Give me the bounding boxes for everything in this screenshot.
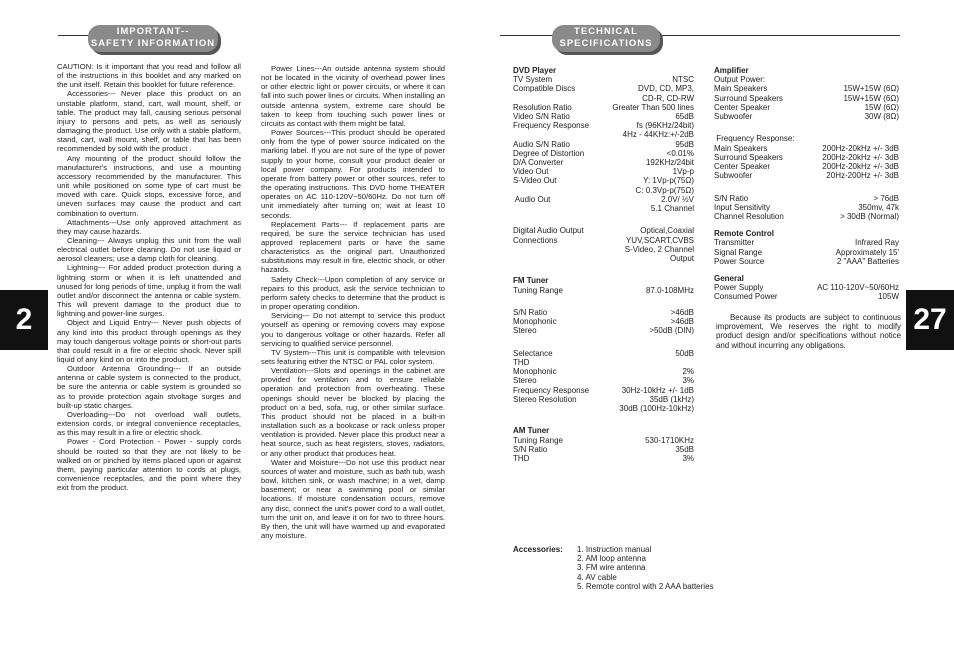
dvd-spec-row [513,112,694,121]
amp-sn-label: S/N Ratio [714,193,749,203]
amp-frequency-label: Subwoofer [714,171,753,181]
am-spec-row [513,445,694,454]
fm-sn-specs [513,308,694,336]
fm-other-value: 35dB (1kHz) [649,394,694,404]
safety-header-line2: SAFETY INFORMATION [90,38,216,49]
dvd-spec-label: Compatible Discs [513,84,576,94]
general-value: 105W [878,292,899,302]
fm-other-label: Frequency Response [513,385,590,395]
general-label: Power Supply [714,283,764,293]
amp-output-row [714,84,899,93]
safety-col2-paragraph: TV System---This unit is compatible with television sets featuring either the NTSC or PAL color system. [261,347,445,366]
fm-sn-row [513,317,694,326]
fm-other-row [513,376,694,385]
safety-header-badge [88,25,218,52]
page-number-tab-right [906,290,954,350]
accessory-item: 2. AM loop antenna [577,554,646,564]
dvd-spec-value: CD-R, CD-RW [642,93,694,103]
amp-frequency-row [714,153,899,162]
tech-spec-header-line2: SPECIFICATIONS [559,38,653,49]
dvd-spec-label: Frequency Response [513,121,590,131]
safety-col1-paragraph: Any mounting of the product should follow the manufacturer's instructions, and use a mounting accessory recommended by the manufacturer. This unit while positioned on some type of cart must be moved with care. Quick stops, excessive force, and uneven surfaces may cause the product and cart combination to overturn. [57,153,241,218]
dvd-connection-value: Output [669,254,694,264]
dvd-spec-value: 65dB [675,112,694,122]
remote-control-specs [714,238,899,266]
amplifier-output-specs [714,84,899,121]
safety-col1-paragraph: Accessories--- Never place this product on an unstable platform, stand, cart, wall mount, shelf, or table. The product may fall, causing serious personal injury to persons and pets, as well as seriously damaging the product. Use only with a stable platform, stand, cart, wall mount, shelf, or table that has been recommended by sold with the product . [57,89,241,154]
fm-other-label: Monophonic [513,367,557,377]
remote-control-row [714,257,899,266]
fm-sn-row [513,308,694,317]
improvement-notice-text: Because its products are subject to continuous improvement, We reserves the right to modify product design and/or specifications without notice and without incurring any obligations. [716,313,901,350]
amp-output-label: Main Speakers [714,84,768,94]
amp-output-value: 15W+15W (6Ω) [843,93,899,103]
amp-frequency-value: 200Hz-20kHz +/- 3dB [822,143,899,153]
dvd-spec-value: 192KHz/24bit [645,158,694,168]
remote-control-value: Approximately 15' [835,247,899,257]
fm-other-label: Stereo Resolution [513,394,577,404]
fm-tuning-value: 87.0-108MHz [645,285,694,295]
safety-col1-paragraph: CAUTION: Is it important that you read and follow all of the instructions in this booklet and any marked on the unit itself. Retain this booklet for future reference. [57,62,241,90]
dvd-connection-row [513,226,694,235]
fm-tuner-heading: FM Tuner [513,276,549,286]
amp-sn-row [714,212,899,221]
dvd-spec-value: 2.0V/ ½V [661,194,694,204]
dvd-spec-label: S-Video Out [513,176,557,186]
amp-sn-row [714,194,899,203]
am-spec-row [513,436,694,445]
fm-sn-label: S/N Ratio [513,308,548,318]
amp-frequency-row [714,144,899,153]
fm-sn-label: Stereo [513,326,537,336]
dvd-connection-row [513,245,694,254]
amp-output-value: 30W (8Ω) [864,112,899,122]
amp-output-row [714,112,899,121]
dvd-spec-row [513,140,694,149]
general-heading: General [714,274,744,284]
safety-col1-paragraph: Lightning--- For added product protection during a lightning storm or when it is left unattended and unused for long periods of time, unplug it from the wall outlet and/or disconnect the antenna or cable system. This will prevent damage to the product due to lightning and power-line surges. [57,263,241,319]
amplifier-frequency-label: Frequency Response: [714,134,795,144]
fm-other-label: Selectance [513,348,553,358]
amp-output-row [714,94,899,103]
accessories-label: Accessories: [513,545,563,554]
dvd-spec-value: 5.1 Channel [650,204,694,214]
am-spec-value: 530-1710KHz [645,435,694,445]
remote-control-row [714,248,899,257]
dvd-spec-label: Degree of Distortion [513,148,585,158]
dvd-connection-row [513,236,694,245]
dvd-spec-value: Greater Than 500 lines [612,102,694,112]
safety-col2-paragraph: Water and Moisture---Do not use this product near sources of water and moisture, such as bath tub, wash bowl, kitchen sink, or wash machine; in a wet, damp basement; or near a swimming pool or similar locations. If moisture condensation occurs, remove any disc, connect the unit's power cord to a wall outlet, turn the unit on, and leave it on for two to three hours. By then, the unit will have warmed up and evaporated any moisture. [261,457,445,540]
am-spec-label: Tuning Range [513,435,563,445]
am-spec-value: 3% [682,454,694,464]
general-row [714,292,899,301]
fm-other-specs [513,349,694,413]
safety-col1-paragraph: Object and Liquid Entry--- Never push objects of any kind into this product through openings as they may touch dangerous voltage points or short-out parts that could result in a fire or electric shock. Never spill liquid of any kind on or into the product. [57,318,241,364]
remote-control-value: 2 "AAA" Batteries [836,256,899,266]
dvd-spec-label: Resolution Ratio [513,102,572,112]
amp-sn-label: Channel Resolution [714,212,784,222]
dvd-connection-specs [513,226,694,263]
dvd-spec-value: fs (96KHz/24bit) [636,121,694,131]
amp-frequency-value: 200Hz-20kHz +/- 3dB [822,152,899,162]
amp-frequency-value: 200Hz-20kHz +/- 3dB [822,162,899,172]
fm-other-row [513,367,694,376]
fm-other-row [513,386,694,395]
tech-spec-header-badge [552,25,660,52]
dvd-spec-row [513,158,694,167]
fm-other-value: 3% [682,376,694,386]
dvd-spec-row [513,94,694,103]
accessory-item: 3. FM wire antenna [577,563,646,573]
am-tuner-heading: AM Tuner [513,426,550,436]
dvd-spec-row [513,167,694,176]
fm-tuning-row [513,286,694,295]
dvd-spec-value: DVD, CD, MP3, [637,84,694,94]
general-value: AC 110-120V~50/60Hz [817,283,899,293]
fm-sn-row [513,326,694,335]
general-specs [714,283,899,301]
amp-frequency-row [714,162,899,171]
fm-tuning-specs [513,286,694,295]
safety-header-line1: IMPORTANT-- [116,26,190,37]
am-spec-label: THD [513,454,530,464]
remote-control-value: Infrared Ray [854,238,899,248]
fm-other-row [513,404,694,413]
safety-col1-paragraph: Outdoor Antenna Grounding--- If an outside antenna or cable system is connected to the product, be sure the antenna or cable system is grounded so as to provide protection again stvoltage surges and built-up static charges. [57,364,241,410]
remote-control-label: Transmitter [714,238,755,248]
remote-control-label: Signal Range [714,247,763,257]
dvd-connection-label: Digital Audio Output [513,226,584,236]
dvd-spec-row [513,103,694,112]
amp-frequency-label: Center Speaker [714,162,771,172]
dvd-spec-label: Audio S/N Ratio [513,139,570,149]
dvd-spec-label: Audio Out [513,194,551,204]
safety-col2-paragraph: Ventilation---Slots and openings in the cabinet are provided for ventilation and to ensure reliable operation and protection from overheating. These openings should never be blocked by placing the product on a bed, sofa, rug, or other similar surface. This product should not be placed in a built-in installation such as a bookcase or rack unless proper ventilation is provided. Never place this product near a heat source, such as heat registers, stoves, radiators, or any other product that produces heat. [261,366,445,458]
remote-control-heading: Remote Control [714,229,774,239]
dvd-spec-row [513,149,694,158]
general-label: Consumed Power [714,292,778,302]
spec-column-a [513,66,694,463]
dvd-spec-label: TV System [513,75,553,85]
dvd-spec-row [513,186,694,195]
spec-column-b [714,66,899,302]
dvd-spec-row [513,121,694,130]
am-tuner-specs [513,436,694,464]
dvd-player-specs [513,75,694,213]
fm-sn-label: Monophonic [513,317,557,327]
safety-column-2 [261,64,445,540]
safety-col1-paragraph: Power - Cord Protection - Power - supply cords should be routed so that they are not likely to be walked on or pinched by items placed upon or against them, paying particular attention to cords at plugs, convenience receptacles, and the point where they exit from the product. [57,437,241,493]
amp-frequency-label: Main Speakers [714,143,768,153]
dvd-spec-value: <0.01% [666,148,694,158]
page-number-right: 27 [913,303,947,336]
dvd-spec-row [513,130,694,139]
page-number-tab-left [0,290,48,350]
dvd-spec-row [513,75,694,84]
am-spec-label: S/N Ratio [513,444,548,454]
fm-other-label: THD [513,358,530,368]
safety-col1-paragraph: Overloading---Do not overload wall outlets, extension cords, or integral convenience receptacles, as this may result in a fire or electric shock. [57,409,241,438]
safety-col2-paragraph: Servicing--- Do not attempt to service this product yourself as opening or removing covers may expose you to dangerous voltage or other hazards. Refer all servicing to qualified service personnel. [261,311,445,348]
accessories-section [513,545,773,595]
safety-col2-paragraph: Replacement Parts--- If replacement parts are required, be sure the service technician has used approved replacement parts or have the same characteristics as the original part. Unauthorized substitutions may result in fire, electric shock, or other hazards. [261,219,445,275]
dvd-spec-value: 4Hz - 44KHz:+/-2dB [622,130,694,140]
amplifier-output-label: Output Power: [714,75,766,85]
fm-other-value: 50dB [675,348,694,358]
amp-output-row [714,103,899,112]
fm-other-value: 30dB (100Hz-10kHz) [619,404,694,414]
dvd-spec-row [513,195,694,204]
amp-output-value: 15W (6Ω) [864,102,899,112]
fm-sn-value: >46dB [670,317,694,327]
dvd-spec-value: NTSC [672,75,694,85]
dvd-spec-label: Video Out [513,167,549,177]
fm-other-row [513,395,694,404]
page-number-left: 2 [15,303,33,336]
fm-sn-value: >46dB [670,308,694,318]
accessory-item: 5. Remote control with 2 AAA batteries [577,581,714,591]
amp-sn-value: > 30dB (Normal) [840,212,899,222]
dvd-spec-label: D/A Converter [513,158,564,168]
dvd-connection-label: Connections [513,235,558,245]
amp-frequency-value: 20Hz-200Hz +/- 3dB [826,171,899,181]
dvd-spec-row [513,204,694,213]
amp-output-label: Center Speaker [714,102,771,112]
amp-sn-row [714,203,899,212]
safety-col1-paragraph: Attachments---Use only approved attachment as they may cause hazards. [57,217,241,236]
fm-other-row [513,349,694,358]
amp-sn-value: > 76dB [873,193,899,203]
dvd-spec-label: Video S/N Ratio [513,112,570,122]
dvd-spec-value: 95dB [675,139,694,149]
dvd-connection-value: YUV,SCART,CVBS [625,235,694,245]
am-spec-value: 35dB [675,444,694,454]
fm-other-label: Stereo [513,376,537,386]
accessory-item: 4. AV cable [577,572,617,582]
dvd-connection-value: S-Video, 2 Channel [624,244,694,254]
dvd-spec-value: 1Vp-p [672,167,694,177]
safety-col1-paragraph: Cleaning--- Always unplug this unit from the wall electrical outlet before cleaning. Do not use liquid or aerosol cleaners; use a damp cloth for cleaning. [57,235,241,264]
amp-frequency-row [714,171,899,180]
dvd-spec-row [513,176,694,185]
remote-control-label: Power Source [714,256,765,266]
safety-col2-paragraph: Power Sources---This product should be operated only from the type of power source indicated on the marking label. If you are not sure of the type of power supply to your home, consult your product dealer or local power company. For products intended to operate from battery power or other sources, refer to the operating instructions. This DVD home THEATER operates on AC 110-120V~50/60Hz. Do not turn off unit immediately after turning on; wait at least 10 seconds. [261,128,445,220]
am-spec-row [513,454,694,463]
amp-sn-value: 350mv, 47k [858,202,899,212]
fm-other-value: 30Hz-10kHz +/- 1dB [621,385,694,395]
tech-spec-header-line1: TECHNICAL [574,26,638,37]
accessory-item: 1. Instruction manual [577,545,652,554]
amp-sn-label: Input Sensitivity [714,202,771,212]
accessories-list [577,545,714,591]
safety-col2-paragraph: Power Lines---An outside antenna system should not be located in the vicinity of overhead power lines or other electric light or power circuits, or where it can fall into such power lines or circuits. When installing an outside antenna system, extreme care should be taken to keep from touching such power lines or circuits as contact with them might be fatal. [261,64,445,128]
fm-sn-value: >50dB (DIN) [649,326,694,336]
amp-output-value: 15W+15W (6Ω) [843,84,899,94]
dvd-connection-row [513,254,694,263]
safety-col2-paragraph: Safety Check---Upon completion of any service or repairs to this product, ask the service technician to perform safety checks to determine that the product is in proper operating condition. [261,274,445,312]
amplifier-sn-specs [714,194,899,222]
amp-frequency-label: Surround Speakers [714,152,783,162]
dvd-connection-value: Optical,Coaxial [640,226,694,236]
fm-other-value: 2% [682,367,694,377]
fm-other-row [513,358,694,367]
amplifier-frequency-specs [714,144,899,181]
amplifier-heading: Amplifier [714,66,749,75]
improvement-notice [716,313,901,350]
dvd-spec-row [513,84,694,93]
dvd-player-heading: DVD Player [513,66,557,75]
safety-column-1 [57,62,241,492]
amp-output-label: Surround Speakers [714,93,783,103]
remote-control-row [714,238,899,247]
dvd-spec-value: Y: 1Vp-p(75Ω) [643,176,694,186]
amp-output-label: Subwoofer [714,112,753,122]
fm-tuning-label: Tuning Range [513,285,563,295]
general-row [714,283,899,292]
dvd-spec-value: C: 0.3Vp-p(75Ω) [635,185,694,195]
